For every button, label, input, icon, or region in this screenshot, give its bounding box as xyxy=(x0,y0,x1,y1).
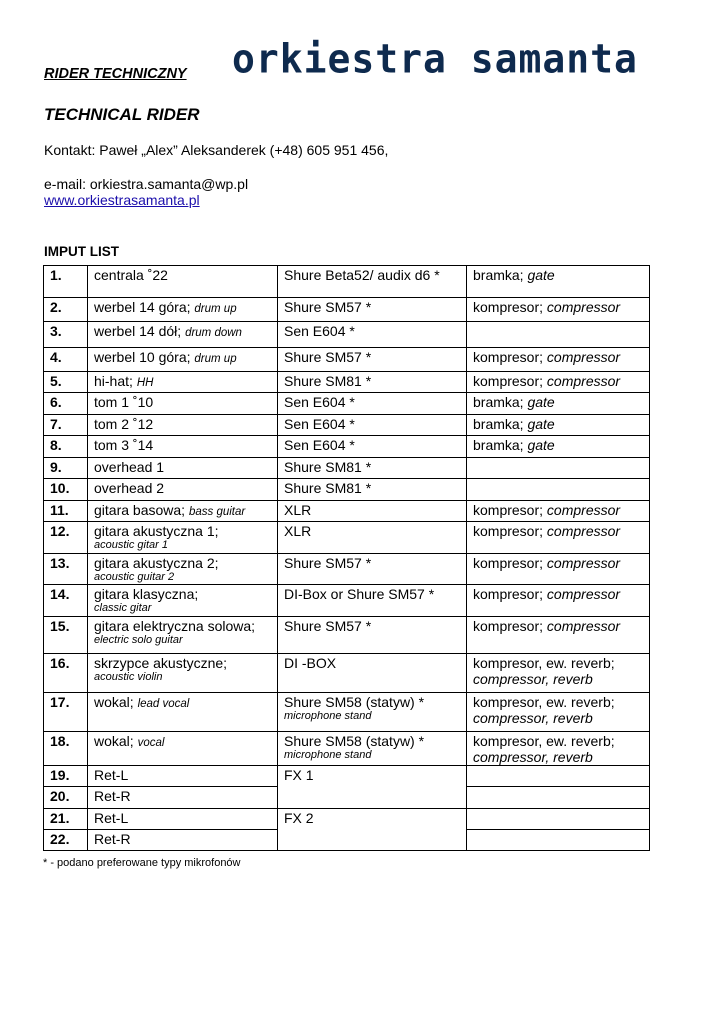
processing-label-en: compressor xyxy=(546,299,621,315)
microphone-label: Sen E604 * xyxy=(284,394,355,410)
source-cell xyxy=(88,787,278,809)
source-cell xyxy=(88,436,278,458)
row-number: 14. xyxy=(44,585,88,617)
source-cell xyxy=(88,693,278,732)
microphone-cell xyxy=(278,393,467,415)
processing-label-en: compressor xyxy=(546,523,621,539)
source-cell xyxy=(88,501,278,522)
processing-label-en: compressor xyxy=(546,555,621,571)
source-label: hi-hat; xyxy=(94,373,137,389)
processing-label-en: compressor, reverb xyxy=(473,671,593,687)
microphone-label: Shure SM57 * xyxy=(284,555,372,571)
input-list-table xyxy=(43,265,650,851)
processing-label: kompresor; xyxy=(473,349,547,365)
table-row xyxy=(44,766,650,787)
source-sublabel: classic gitar xyxy=(94,602,152,614)
processing-cell xyxy=(467,372,650,393)
source-label: wokal; xyxy=(94,733,138,749)
input-list-title: IMPUT LIST xyxy=(44,244,119,259)
table-row xyxy=(44,415,650,436)
processing-label: kompresor; xyxy=(473,555,547,571)
email-line: e-mail: orkiestra.samanta@wp.pl xyxy=(44,176,249,192)
microphone-sublabel: microphone stand xyxy=(284,710,372,722)
processing-cell xyxy=(467,415,650,436)
source-cell xyxy=(88,458,278,479)
row-number: 3. xyxy=(44,322,88,348)
source-label: werbel 14 góra; xyxy=(94,299,195,315)
source-cell xyxy=(88,479,278,501)
processing-cell xyxy=(467,522,650,554)
row-number: 7. xyxy=(44,415,88,436)
row-number: 21. xyxy=(44,809,88,830)
processing-cell xyxy=(467,266,650,298)
source-label-en: drum down xyxy=(185,327,242,339)
processing-label-en: gate xyxy=(527,437,555,453)
microphone-cell xyxy=(278,415,467,436)
microphone-label: Shure Beta52/ audix d6 * xyxy=(284,267,440,283)
table-row xyxy=(44,732,650,766)
microphone-label: Shure SM81 * xyxy=(284,373,372,389)
source-cell xyxy=(88,617,278,654)
processing-label-en: gate xyxy=(527,394,555,410)
source-label: gitara akustyczna 2; xyxy=(94,555,219,571)
processing-cell xyxy=(467,501,650,522)
processing-label-en: compressor xyxy=(546,586,621,602)
source-label: Ret-L xyxy=(94,767,129,783)
source-sublabel: acoustic guitar 2 xyxy=(94,571,175,583)
processing-label: bramka; xyxy=(473,437,528,453)
processing-label-en: compressor, reverb xyxy=(473,749,593,765)
processing-label: kompresor, ew. reverb; xyxy=(473,733,615,749)
table-row xyxy=(44,479,650,501)
processing-cell xyxy=(467,322,650,348)
row-number: 12. xyxy=(44,522,88,554)
source-label: Ret-R xyxy=(94,831,131,847)
source-sublabel: acoustic violin xyxy=(94,671,163,683)
row-number: 1. xyxy=(44,266,88,298)
microphone-cell xyxy=(278,298,467,322)
processing-label: bramka; xyxy=(473,394,528,410)
processing-cell xyxy=(467,436,650,458)
processing-cell xyxy=(467,298,650,322)
processing-label: kompresor; xyxy=(473,299,547,315)
row-number: 9. xyxy=(44,458,88,479)
processing-label-en: compressor xyxy=(546,502,621,518)
source-label: tom 3 ˚14 xyxy=(94,437,154,453)
processing-cell xyxy=(467,479,650,501)
source-label-en: vocal xyxy=(137,737,165,749)
processing-cell xyxy=(467,554,650,585)
source-label: skrzypce akustyczne; xyxy=(94,655,228,671)
source-label-en: HH xyxy=(136,377,154,389)
source-label: werbel 10 góra; xyxy=(94,349,195,365)
row-number: 8. xyxy=(44,436,88,458)
processing-label-en: compressor xyxy=(546,349,621,365)
table-row xyxy=(44,372,650,393)
source-sublabel: electric solo guitar xyxy=(94,634,183,646)
microphone-label: DI-Box or Shure SM57 * xyxy=(284,586,435,602)
processing-label: kompresor, ew. reverb; xyxy=(473,694,615,710)
website-link[interactable]: www.orkiestrasamanta.pl xyxy=(44,192,200,208)
processing-label: kompresor; xyxy=(473,523,547,539)
microphone-cell xyxy=(278,522,467,554)
microphone-label: Shure SM57 * xyxy=(284,618,372,634)
row-number: 22. xyxy=(44,830,88,851)
row-number: 16. xyxy=(44,654,88,693)
microphone-label: Shure SM81 * xyxy=(284,459,372,475)
microphone-cell xyxy=(278,766,467,809)
microphone-label: FX 2 xyxy=(284,810,314,826)
source-label-en: lead vocal xyxy=(137,698,190,710)
processing-cell xyxy=(467,458,650,479)
processing-cell xyxy=(467,787,650,809)
source-cell xyxy=(88,348,278,372)
row-number: 20. xyxy=(44,787,88,809)
source-label-en: bass guitar xyxy=(188,506,246,518)
table-row xyxy=(44,501,650,522)
contact-line: Kontakt: Paweł „Alex” Aleksanderek (+48) 605 951 456, xyxy=(44,142,389,158)
processing-cell xyxy=(467,585,650,617)
row-number: 18. xyxy=(44,732,88,766)
processing-label: bramka; xyxy=(473,416,528,432)
processing-cell xyxy=(467,617,650,654)
table-row xyxy=(44,693,650,732)
band-logo: orkiestra samanta xyxy=(232,35,638,83)
source-label: tom 1 ˚10 xyxy=(94,394,154,410)
microphone-cell xyxy=(278,585,467,617)
source-cell xyxy=(88,554,278,585)
row-number: 13. xyxy=(44,554,88,585)
source-cell xyxy=(88,393,278,415)
processing-label: kompresor; xyxy=(473,502,547,518)
processing-label-en: gate xyxy=(527,416,555,432)
microphone-cell xyxy=(278,372,467,393)
source-cell xyxy=(88,266,278,298)
source-label: tom 2 ˚12 xyxy=(94,416,154,432)
microphone-cell xyxy=(278,436,467,458)
microphone-label: Sen E604 * xyxy=(284,323,355,339)
source-cell xyxy=(88,830,278,851)
row-number: 2. xyxy=(44,298,88,322)
table-row xyxy=(44,809,650,830)
microphone-label: Shure SM57 * xyxy=(284,349,372,365)
processing-label: kompresor; xyxy=(473,618,547,634)
table-row xyxy=(44,348,650,372)
table-row xyxy=(44,654,650,693)
microphone-label: Sen E604 * xyxy=(284,416,355,432)
microphone-label: DI -BOX xyxy=(284,655,337,671)
rider-title-en: TECHNICAL RIDER xyxy=(44,105,200,124)
table-row xyxy=(44,436,650,458)
table-row xyxy=(44,266,650,298)
source-sublabel: acoustic gitar 1 xyxy=(94,539,168,551)
processing-label: kompresor; xyxy=(473,373,547,389)
source-cell xyxy=(88,585,278,617)
row-number: 17. xyxy=(44,693,88,732)
row-number: 5. xyxy=(44,372,88,393)
source-label-en: drum up xyxy=(194,353,237,365)
table-row xyxy=(44,617,650,654)
source-label: overhead 1 xyxy=(94,459,165,475)
source-cell xyxy=(88,654,278,693)
source-cell xyxy=(88,372,278,393)
processing-label-en: compressor, reverb xyxy=(473,710,593,726)
source-cell xyxy=(88,298,278,322)
microphone-label: Sen E604 * xyxy=(284,437,355,453)
table-row xyxy=(44,522,650,554)
microphone-cell xyxy=(278,266,467,298)
processing-cell xyxy=(467,732,650,766)
microphone-cell xyxy=(278,654,467,693)
source-cell xyxy=(88,415,278,436)
source-cell xyxy=(88,766,278,787)
microphone-cell xyxy=(278,458,467,479)
microphone-label: Shure SM57 * xyxy=(284,299,372,315)
processing-cell xyxy=(467,809,650,830)
source-cell xyxy=(88,732,278,766)
row-number: 6. xyxy=(44,393,88,415)
processing-label-en: compressor xyxy=(546,618,621,634)
processing-cell xyxy=(467,830,650,851)
footnote: * - podano preferowane typy mikrofonów xyxy=(43,857,241,869)
source-cell xyxy=(88,522,278,554)
processing-label-en: gate xyxy=(527,267,555,283)
row-number: 15. xyxy=(44,617,88,654)
microphone-cell xyxy=(278,617,467,654)
processing-cell xyxy=(467,654,650,693)
source-label: gitara basowa; xyxy=(94,502,189,518)
microphone-label: FX 1 xyxy=(284,767,314,783)
rider-title-pl: RIDER TECHNICZNY xyxy=(44,66,187,82)
microphone-label: XLR xyxy=(284,523,312,539)
microphone-cell xyxy=(278,732,467,766)
processing-cell xyxy=(467,348,650,372)
source-label-en: drum up xyxy=(194,303,237,315)
microphone-label: Shure SM81 * xyxy=(284,480,372,496)
table-row xyxy=(44,298,650,322)
source-cell xyxy=(88,809,278,830)
source-label: centrala ˚22 xyxy=(94,267,168,283)
processing-label: kompresor; xyxy=(473,586,547,602)
row-number: 11. xyxy=(44,501,88,522)
source-label: werbel 14 dół; xyxy=(94,323,186,339)
microphone-cell xyxy=(278,693,467,732)
microphone-label: Shure SM58 (statyw) * xyxy=(284,733,425,749)
processing-cell xyxy=(467,393,650,415)
row-number: 10. xyxy=(44,479,88,501)
processing-cell xyxy=(467,766,650,787)
microphone-sublabel: microphone stand xyxy=(284,749,372,761)
microphone-label: XLR xyxy=(284,502,312,518)
table-row xyxy=(44,585,650,617)
source-label: Ret-R xyxy=(94,788,131,804)
source-label: gitara elektryczna solowa; xyxy=(94,618,256,634)
source-cell xyxy=(88,322,278,348)
source-label: gitara akustyczna 1; xyxy=(94,523,219,539)
processing-cell xyxy=(467,693,650,732)
table-row xyxy=(44,554,650,585)
source-label: wokal; xyxy=(94,694,138,710)
microphone-cell xyxy=(278,554,467,585)
processing-label: kompresor, ew. reverb; xyxy=(473,655,615,671)
source-label: overhead 2 xyxy=(94,480,165,496)
table-row xyxy=(44,322,650,348)
processing-label: bramka; xyxy=(473,267,528,283)
microphone-label: Shure SM58 (statyw) * xyxy=(284,694,425,710)
table-row xyxy=(44,393,650,415)
microphone-cell xyxy=(278,479,467,501)
microphone-cell xyxy=(278,322,467,348)
microphone-cell xyxy=(278,809,467,851)
row-number: 4. xyxy=(44,348,88,372)
source-label: gitara klasyczna; xyxy=(94,586,199,602)
processing-label-en: compressor xyxy=(546,373,621,389)
row-number: 19. xyxy=(44,766,88,787)
microphone-cell xyxy=(278,348,467,372)
microphone-cell xyxy=(278,501,467,522)
table-row xyxy=(44,458,650,479)
source-label: Ret-L xyxy=(94,810,129,826)
